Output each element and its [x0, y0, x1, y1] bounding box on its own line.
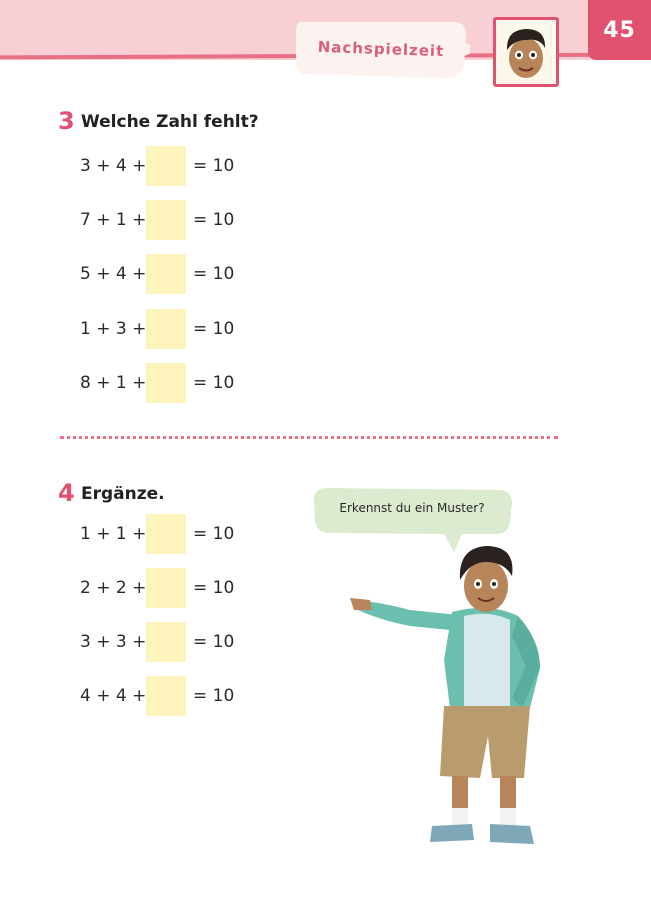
equation-left: 5 + 4 + [80, 264, 147, 284]
task-title-3: Welche Zahl fehlt? [81, 112, 259, 132]
answer-box[interactable] [146, 254, 186, 294]
equation-right: = 10 [193, 578, 235, 598]
equation-right: = 10 [193, 264, 235, 284]
answer-box[interactable] [146, 676, 186, 716]
avatar [493, 17, 559, 87]
boy-illustration [340, 540, 550, 860]
equation-right: = 10 [193, 632, 235, 652]
answer-box[interactable] [146, 568, 186, 608]
answer-box[interactable] [146, 146, 186, 186]
equation-left: 7 + 1 + [80, 210, 147, 230]
equation-row [80, 254, 280, 294]
equation-row [80, 514, 280, 554]
equation-row [80, 676, 280, 716]
equation-left: 2 + 2 + [80, 578, 147, 598]
answer-box[interactable] [146, 514, 186, 554]
equation-left: 3 + 3 + [80, 632, 147, 652]
equation-right: = 10 [193, 373, 235, 393]
answer-box[interactable] [146, 622, 186, 662]
equation-left: 1 + 1 + [80, 524, 147, 544]
task-number-3: 3 [58, 107, 75, 135]
topic-label: Nachspielzeit [317, 37, 445, 61]
page-number: 45 [588, 0, 651, 60]
task-title-4: Ergänze. [81, 484, 165, 504]
equation-row [80, 568, 280, 608]
answer-box[interactable] [146, 309, 186, 349]
equation-row [80, 363, 280, 403]
equation-left: 8 + 1 + [80, 373, 147, 393]
equation-right: = 10 [193, 319, 235, 339]
topic-bubble [292, 16, 470, 86]
equation-left: 4 + 4 + [80, 686, 147, 706]
equation-right: = 10 [193, 156, 235, 176]
equation-row [80, 622, 280, 662]
section-divider [60, 436, 558, 439]
equation-right: = 10 [193, 210, 235, 230]
task-number-4: 4 [58, 479, 75, 507]
speech-text: Erkennst du ein Muster? [339, 501, 485, 515]
equation-left: 3 + 4 + [80, 156, 147, 176]
equation-row [80, 146, 280, 186]
equation-left: 1 + 3 + [80, 319, 147, 339]
answer-box[interactable] [146, 363, 186, 403]
equation-right: = 10 [193, 524, 235, 544]
equation-right: = 10 [193, 686, 235, 706]
boy-portrait-icon [496, 20, 556, 84]
pointing-boy-icon [340, 540, 550, 860]
answer-box[interactable] [146, 200, 186, 240]
equation-row [80, 200, 280, 240]
equation-row [80, 309, 280, 349]
